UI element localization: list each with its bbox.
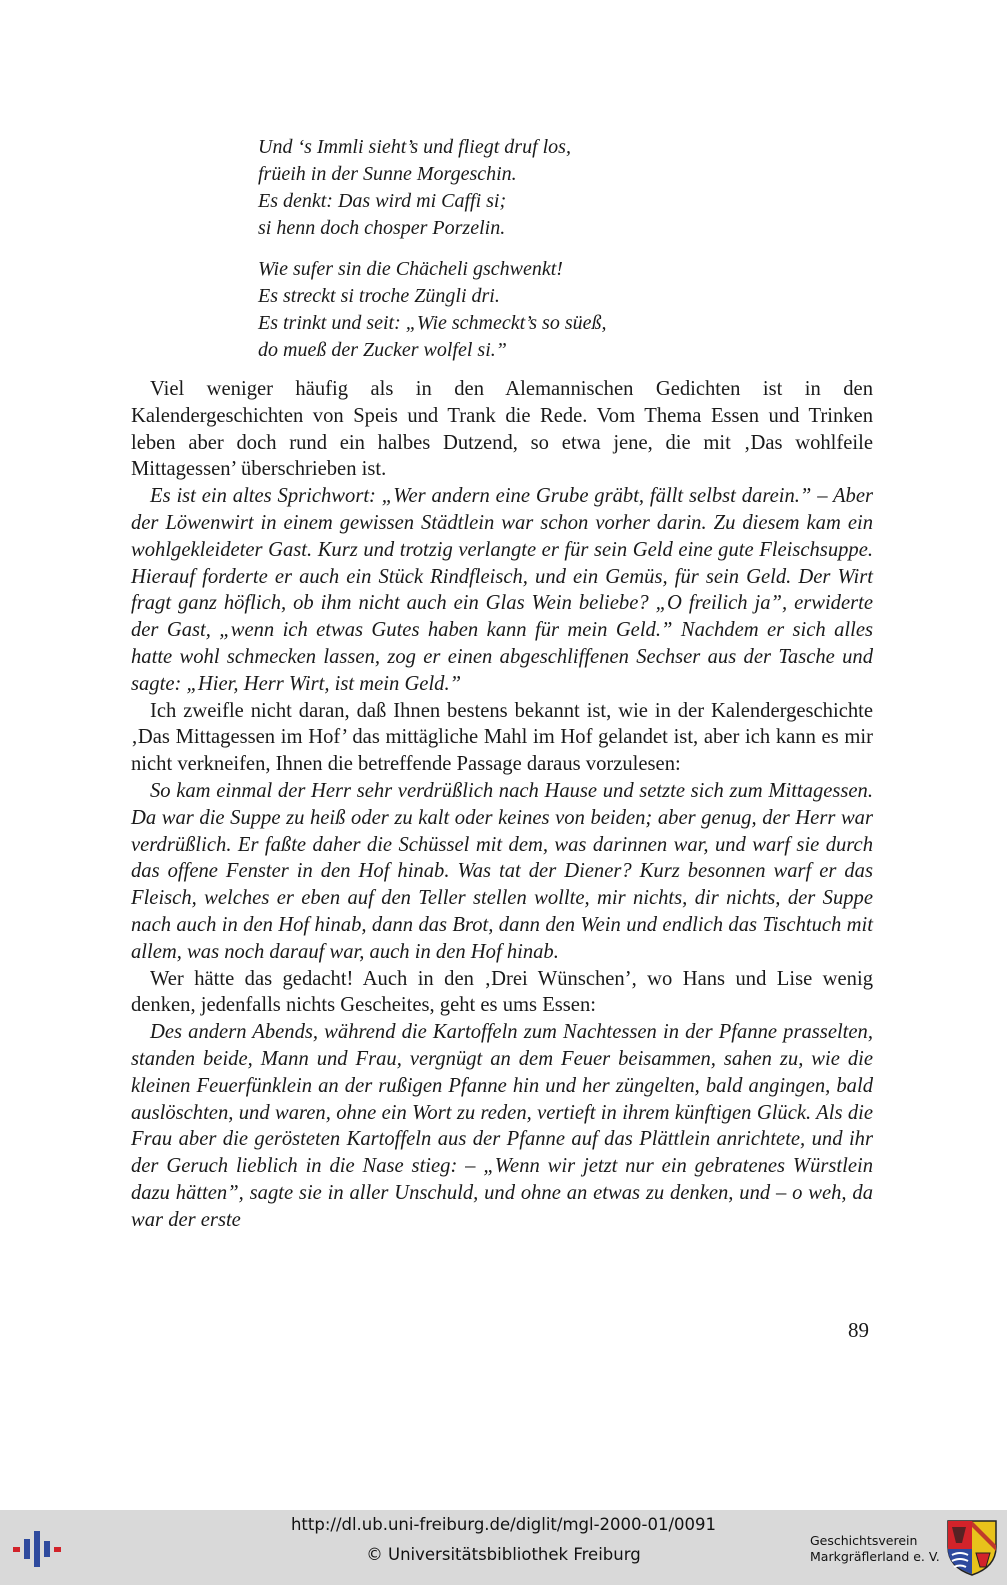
- poem-stanza: [258, 256, 606, 364]
- document-url-link[interactable]: http://dl.ub.uni-freiburg.de/diglit/mgl-2000-01/0091: [290, 1515, 717, 1534]
- poem-line: Es denkt: Das wird mi Caffi si;: [258, 190, 507, 212]
- society-name-line: Geschichtsverein: [810, 1533, 918, 1548]
- body-paragraph: Wer hätte das gedacht! Auch in den ‚Drei Wünschen’, wo Hans und Lise wenig denken, jedenfalls nichts Gescheites, geht es ums Essen:: [131, 967, 873, 1017]
- coat-of-arms-icon: [946, 1519, 998, 1577]
- poem-line: Es trinkt und seit: „Wie schmeckt’s so süeß,: [258, 312, 607, 334]
- body-paragraph: Viel weniger häufig als in den Alemannischen Gedichten ist in den Kalendergeschichten von Speis und Trank die Rede. Vom Thema Essen und Trinken leben aber doch rund ein halbes Dutzend, so etwa jene, die mit ‚Das wohlfeile Mittagessen’ überschrieben ist.: [131, 378, 873, 481]
- body-text: [131, 376, 873, 1234]
- quoted-passage: So kam einmal der Herr sehr verdrüßlich nach Hause und setzte sich zum Mittagessen. Da war die Suppe zu heiß oder zu kalt oder keines von beiden; aber genug, der Herr war verdrüßlich. Er faßte daher die Schüssel mit dem, was darinnen war, und warf sie durch das offene Fenster in den Hof hinab. Was tat der Diener? Kurz besonnen warf er das Fleisch, welches er eben auf den Teller stellen wollte, mir nichts, dir nichts, der Suppe nach auch in den Hof hinab, dann das Brot, dann den Wein und endlich das Tischtuch mit allem, was noch darauf war, auch in den Hof hinab.: [131, 779, 873, 963]
- poem-line: si henn doch chosper Porzelin.: [258, 217, 506, 239]
- page-number: 89: [848, 1318, 869, 1342]
- poem-line: do mueß der Zucker wolfel si.”: [258, 339, 507, 361]
- body-paragraph: Ich zweifle nicht daran, daß Ihnen bestens bekannt ist, wie in der Kalendergeschichte ‚Das Mittagessen im Hof’ das mittägliche Mahl im Hof gelandet ist, aber ich kann es mir nicht verkneifen, Ihnen die betreffende Passage daraus vorzulesen:: [131, 699, 873, 776]
- society-name: [810, 1533, 940, 1565]
- poem-line: früeih in der Sunne Morgeschin.: [258, 163, 517, 185]
- poem-line: Es streckt si troche Züngli dri.: [258, 285, 500, 307]
- quoted-passage: Des andern Abends, während die Kartoffeln zum Nachtessen in der Pfanne prasselten, standen beide, Mann und Frau, vergnügt an dem Feuer beisammen, sahen zu, wie die kleinen Feuerfünklein an der rußigen Pfanne hin und her züngelten, bald angingen, bald auslöschten, und waren, ohne ein Wort zu reden, vertieft in ihrem künftigen Glück. Als die Frau aber die gerösteten Kartoffeln aus der Pfanne auf das Plättlein anrichtete, und ihr der Geruch lieblich in die Nase stieg: – „Wenn wir jetzt nur ein gebratenes Würstlein dazu hätten”, sagte sie in aller Unschuld, und ohne an etwas zu denken, und – o weh, da war der erste: [131, 1021, 873, 1231]
- quoted-passage: Es ist ein altes Sprichwort: „Wer andern eine Grube gräbt, fällt selbst darein.” – Aber der Löwenwirt in einem gewissen Städtlein war schon vorher darin. Zu diesem kam ein wohlgekleideter Gast. Kurz und trotzig verlangte er für sein Geld eine gute Fleischsuppe. Hierauf forderte er auch ein Stück Rindfleisch, und ein Gemüs, für sein Geld. Der Wirt fragt ganz höflich, ob ihm nicht auch ein Glas Wein beliebe? „O freilich ja”, erwiderte der Gast, „wenn ich etwas Gutes haben kann für mein Geld.” Nachdem er sich alles hatte wohl schmecken lassen, zog er einen abgeschliffenen Sechser aus der Tasche und sagte: „Hier, Herr Wirt, ist mein Geld.”: [131, 485, 873, 695]
- viewer-footer: [0, 1510, 1007, 1585]
- poem-line: Und ‘s Immli sieht’s und fliegt druf los,: [258, 136, 571, 158]
- society-name-line: Markgräflerland e. V.: [810, 1549, 940, 1564]
- copyright-notice: © Universitätsbibliothek Freiburg: [366, 1545, 641, 1564]
- poem-stanza: [258, 134, 571, 242]
- poem-line: Wie sufer sin die Chächeli gschwenkt!: [258, 258, 563, 280]
